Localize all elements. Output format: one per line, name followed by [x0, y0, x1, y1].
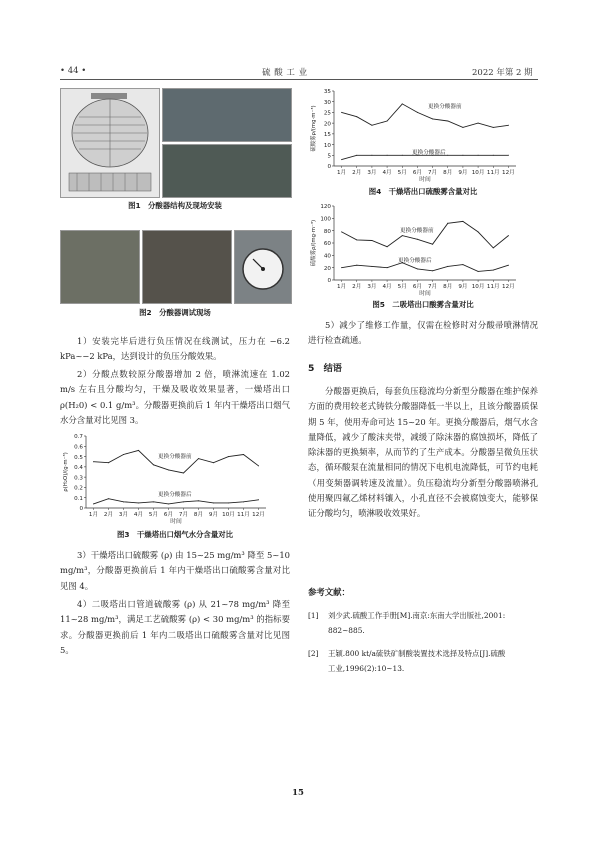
data-point: [462, 264, 463, 265]
series-line-2: [94, 499, 259, 504]
data-point: [198, 458, 199, 459]
data-point: [462, 127, 463, 128]
figure-1-caption: 图1 分酸器结构及现场安装: [128, 201, 222, 210]
reference-2-text: 王颖.800 kt/a硫铁矿制酸装置技术选择及特点[J].硫酸: [328, 649, 506, 658]
paragraph-4: 4）二吸塔出口管道硫酸雾 (ρ) 从 21~78 mg/m³ 降至 11~28 mg/m³，满足工艺硫酸雾 (ρ) < 30 mg/m³ 的指标要求。分酸器更换前后 1 年内二吸塔出口硫酸雾含量对比见图 5。: [60, 599, 290, 655]
y-tick-label: 0: [327, 278, 331, 285]
data-point: [108, 462, 109, 463]
data-point: [478, 155, 479, 156]
data-point: [93, 461, 94, 462]
data-point: [123, 454, 124, 455]
series-label-1: 更换分酸器前: [428, 104, 462, 110]
data-point: [198, 500, 199, 501]
x-axis-label: 时间: [419, 177, 431, 183]
data-point: [341, 112, 342, 113]
chart-acid-mist-absorption: [308, 200, 538, 298]
y-tick-label: 0.2: [74, 485, 83, 492]
series-label-1: 更换分酸器前: [400, 228, 434, 234]
data-point: [402, 155, 403, 156]
reference-1-num: [1]: [308, 611, 319, 620]
data-point: [447, 266, 448, 267]
x-tick-label: 12月: [502, 284, 515, 290]
y-tick-label: 0.6: [74, 444, 83, 451]
x-tick-label: 10月: [222, 512, 235, 518]
data-point: [417, 268, 418, 269]
data-point: [417, 112, 418, 113]
data-point: [183, 501, 184, 502]
paragraph-2: 2）分酸点数较原分酸器增加 2 倍，喷淋流速在 1.02 m/s 左右且分酸均匀，干燥及吸收效果显著，一燥塔出口 ρ(H₂0) < 0.1 g/m³。分酸器更换前后 1 年内干燥塔出口烟气水分含量对比见图 3。: [60, 369, 290, 425]
x-tick-label: 9月: [208, 512, 219, 518]
series-label-2: 更换分酸器后: [398, 258, 432, 264]
x-tick-label: 1月: [88, 512, 99, 518]
data-point: [341, 267, 342, 268]
x-tick-label: 10月: [471, 284, 485, 290]
data-point: [508, 125, 509, 126]
y-tick-label: 0.5: [74, 454, 83, 461]
data-point: [153, 501, 154, 502]
conclusion-paragraph: 分酸器更换后，每套负压稳流均分新型分酸器在维护保养方面的费用较老式铸铁分酸器降低一半以上，且该分酸器质保期 5 年，使用寿命可达 15~20 年。更换分酸器后，烟气水含量降低，减少了酸沫夹带，减缓了除沫器的腐蚀损坏，降低了除沫器的更换频率，从而节约了生产成本。分酸器呈微负压状态，循环酸泵在流量相同的情况下电机电流降低，可节约电耗（用变频器调转速及流量）。负压稳流均分新型分酸器喷淋孔使用聚四氟乙烯材料镶入，小孔直径不会被腐蚀变大，能够保证分酸均匀，喷淋吸收效果好。: [308, 386, 538, 519]
data-point: [123, 501, 124, 502]
paragraph-5: 5）减少了维修工作量，仅需在检修时对分酸帚喷淋情况进行检查疏通。: [308, 320, 538, 346]
data-point: [258, 499, 259, 500]
y-tick-label: 0: [79, 506, 83, 513]
x-tick-label: 6月: [412, 170, 422, 176]
data-point: [387, 246, 388, 247]
y-tick-label: 60: [323, 241, 331, 248]
reference-1-cont: 882~885.: [328, 626, 365, 635]
data-point: [93, 503, 94, 504]
figure-1: [60, 88, 290, 196]
x-tick-label: 5月: [148, 512, 159, 518]
x-tick-label: 12月: [502, 170, 515, 176]
data-point: [243, 501, 244, 502]
x-tick-label: 2月: [352, 284, 362, 290]
data-point: [371, 125, 372, 126]
page-marker: • 44 •: [60, 66, 87, 76]
y-tick-label: 0: [327, 164, 331, 171]
data-point: [417, 239, 418, 240]
data-point: [447, 155, 448, 156]
x-tick-label: 7月: [178, 512, 189, 518]
y-axis-label: 硫酸雾ρ/(mg·m⁻³): [311, 219, 317, 267]
x-tick-label: 2月: [352, 170, 362, 176]
y-tick-label: 25: [323, 110, 331, 117]
data-point: [402, 235, 403, 236]
data-point: [213, 502, 214, 503]
data-point: [508, 265, 509, 266]
data-point: [508, 235, 509, 236]
y-tick-label: 0.1: [74, 495, 83, 502]
data-point: [402, 103, 403, 104]
reference-1: [308, 608, 540, 638]
data-point: [138, 450, 139, 451]
data-point: [168, 503, 169, 504]
reference-2-num: [2]: [308, 649, 319, 658]
data-point: [243, 454, 244, 455]
x-tick-label: 7月: [428, 284, 438, 290]
section-title-conclusion: 5 结语: [308, 363, 342, 374]
acid-distributor-drawing: [60, 88, 160, 198]
data-point: [493, 270, 494, 271]
data-point: [371, 266, 372, 267]
y-tick-label: 20: [323, 265, 331, 272]
y-tick-label: 30: [323, 99, 331, 106]
data-point: [493, 155, 494, 156]
series-line-2: [342, 263, 509, 272]
data-point: [183, 473, 184, 474]
data-point: [138, 502, 139, 503]
x-tick-label: 8月: [193, 512, 204, 518]
page-number: 15: [292, 788, 304, 798]
x-tick-label: 1月: [337, 284, 347, 290]
x-tick-label: 9月: [458, 170, 468, 176]
x-axis-label: 时间: [419, 291, 431, 297]
data-point: [462, 221, 463, 222]
y-tick-label: 20: [323, 121, 331, 128]
x-tick-label: 11月: [486, 170, 500, 176]
data-point: [493, 127, 494, 128]
install-photo-top: [162, 88, 292, 142]
data-point: [153, 464, 154, 465]
data-point: [356, 265, 357, 266]
data-point: [371, 240, 372, 241]
reference-1-text: 刘少武.硫酸工作手册[M].南京:东南大学出版社,2001:: [328, 611, 506, 620]
data-point: [341, 159, 342, 160]
references-title: 参考文献：: [308, 587, 350, 597]
data-point: [493, 247, 494, 248]
x-tick-label: 1月: [337, 170, 347, 176]
install-photo-bottom: [162, 144, 292, 198]
x-tick-label: 4月: [133, 512, 144, 518]
data-point: [356, 116, 357, 117]
figure-2-caption: 图2 分酸器调试现场: [139, 308, 211, 317]
y-tick-label: 0.4: [74, 465, 83, 472]
y-tick-label: 120: [320, 204, 331, 211]
y-tick-label: 100: [320, 216, 331, 223]
series-label-2: 更换分酸器后: [158, 492, 192, 498]
data-point: [387, 155, 388, 156]
y-tick-label: 5: [327, 153, 331, 160]
data-point: [432, 270, 433, 271]
series-line-1: [342, 104, 509, 128]
y-tick-label: 0.7: [74, 434, 83, 441]
x-tick-label: 11月: [486, 284, 500, 290]
data-point: [387, 267, 388, 268]
series-label-2: 更换分酸器后: [412, 150, 446, 156]
figure-2: [60, 230, 290, 302]
chart-acid-mist-drying: [308, 86, 538, 184]
x-tick-label: 12月: [252, 512, 265, 518]
x-tick-label: 8月: [443, 284, 453, 290]
data-point: [462, 155, 463, 156]
x-tick-label: 10月: [471, 170, 485, 176]
y-tick-label: 35: [323, 89, 331, 96]
y-axis-label: 硫酸雾ρ/(mg·m⁻³): [311, 105, 317, 152]
data-point: [432, 118, 433, 119]
issue-label: 2022 年第 2 期: [472, 68, 533, 78]
data-point: [447, 223, 448, 224]
data-point: [228, 502, 229, 503]
x-tick-label: 9月: [458, 284, 468, 290]
chart-moisture: [60, 432, 290, 526]
distributor-schematic: [61, 89, 159, 197]
x-tick-label: 5月: [397, 170, 407, 176]
data-point: [213, 462, 214, 463]
header-rule: [60, 79, 538, 80]
commissioning-photo-2: [142, 230, 232, 304]
data-point: [371, 155, 372, 156]
x-tick-label: 3月: [118, 512, 129, 518]
data-point: [478, 271, 479, 272]
reference-2: [308, 646, 540, 676]
x-tick-label: 5月: [397, 284, 407, 290]
data-point: [228, 456, 229, 457]
x-tick-label: 7月: [428, 170, 438, 176]
data-point: [478, 231, 479, 232]
y-tick-label: 15: [323, 132, 331, 139]
figure-3-caption: 图3 干燥塔出口烟气水分含量对比: [116, 530, 233, 539]
reference-2-cont: 工业,1996(2):10~13.: [328, 664, 405, 673]
data-point: [258, 465, 259, 466]
data-point: [341, 231, 342, 232]
data-point: [168, 469, 169, 470]
data-point: [478, 123, 479, 124]
x-tick-label: 6月: [163, 512, 174, 518]
y-axis-label: ρ(H₂O)/(g·m⁻³): [63, 452, 69, 492]
x-tick-label: 2月: [103, 512, 114, 518]
y-tick-label: 10: [323, 142, 331, 149]
x-tick-label: 3月: [367, 170, 377, 176]
data-point: [356, 155, 357, 156]
figure-5-caption: 图5 二吸塔出口酸雾含量对比: [372, 300, 474, 309]
y-tick-label: 0.3: [74, 475, 83, 482]
y-tick-label: 80: [323, 228, 331, 235]
data-point: [356, 239, 357, 240]
x-tick-label: 4月: [382, 284, 392, 290]
x-axis-label: 时间: [170, 519, 182, 525]
data-point: [108, 498, 109, 499]
commissioning-photo-1: [60, 230, 140, 304]
gauge-icon: [235, 231, 291, 303]
y-tick-label: 40: [323, 253, 331, 260]
series-label-1: 更换分酸器前: [158, 454, 192, 460]
series-line-1: [342, 221, 509, 248]
x-tick-label: 11月: [237, 512, 250, 518]
data-point: [508, 155, 509, 156]
paragraph-3: 3）干燥塔出口硫酸雾 (ρ) 由 15~25 mg/m³ 降至 5~10 mg/m³，分酸器更换前后 1 年内干燥塔出口硫酸雾含量对比见图 4。: [60, 550, 290, 591]
data-point: [387, 121, 388, 122]
x-tick-label: 6月: [412, 284, 422, 290]
x-tick-label: 4月: [382, 170, 392, 176]
data-point: [432, 244, 433, 245]
pressure-gauge-photo: [234, 230, 292, 304]
journal-title: 硫 酸 工 业: [262, 68, 308, 78]
paragraph-1: 1）安装完毕后进行负压情况在线测试，压力在 −6.2 kPa~−2 kPa，达到设计的负压分酸效果。: [60, 336, 290, 362]
x-tick-label: 8月: [443, 170, 453, 176]
data-point: [447, 121, 448, 122]
figure-4-caption: 图4 干燥塔出口硫酸雾含量对比: [368, 187, 478, 196]
x-tick-label: 3月: [367, 284, 377, 290]
